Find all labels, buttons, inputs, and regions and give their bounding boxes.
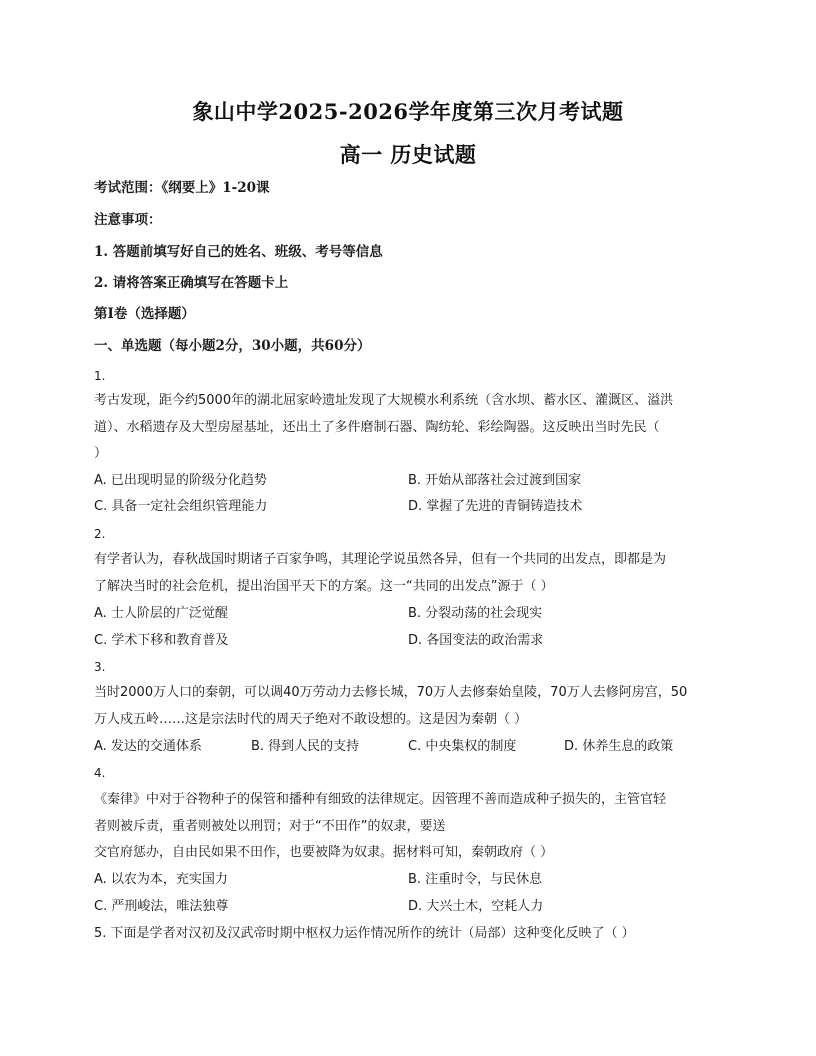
question-4-text-line: 者则被斥责，重者则被处以刑罚；对于“不田作”的奴隶，要送 <box>94 819 446 834</box>
section-heading: 一、单选题（每小题2分，30小题，共60分） <box>94 338 371 354</box>
question-3-text-line: 万人戍五岭……这是宗法时代的周天子绝对不敢设想的。这是因为秦朝（ ） <box>94 712 528 727</box>
question-4-option-a: A. 以农为本，充实国力 <box>94 872 228 887</box>
question-1-option-a: A. 已出现明显的阶级分化趋势 <box>94 473 267 488</box>
question-2-option-a: A. 士人阶层的广泛觉醒 <box>94 606 228 621</box>
exam-scope: 考试范围：《纲要上》1-20课 <box>94 180 270 196</box>
note-2: 2. 请将答案正确填写在答题卡上 <box>94 275 289 291</box>
question-1-text-line: ） <box>94 446 108 461</box>
question-4-option-c: C. 严刑峻法，唯法独尊 <box>94 899 229 914</box>
question-5-text-line: 5. 下面是学者对汉初及汉武帝时期中枢权力运作情况所作的统计（局部）这种变化反映了（ ） <box>94 926 635 941</box>
question-4-text-line: 《秦律》中对于谷物种子的保管和播种有细致的法律规定。因管理不善而造成种子损失的，主管官轻 <box>94 792 667 807</box>
part-heading: 第I卷（选择题） <box>94 306 195 322</box>
notes-title: 注意事项： <box>94 212 162 228</box>
question-2-option-d: D. 各国变法的政治需求 <box>408 633 544 648</box>
question-3-option-c: C. 中央集权的制度 <box>408 739 517 754</box>
question-4-number: 4. <box>94 766 106 780</box>
question-1-text-line: 考古发现，距今约5000年的湖北屈家岭遗址发现了大规模水利系统（含水坝、蓄水区、灌溉区、溢洪 <box>94 393 674 408</box>
note-1: 1. 答题前填写好自己的姓名、班级、考号等信息 <box>94 244 383 260</box>
question-2-text-line: 有学者认为，春秋战国时期诸子百家争鸣，其理论学说虽然各异，但有一个共同的出发点，即都是为 <box>94 552 667 567</box>
question-1-option-c: C. 具备一定社会组织管理能力 <box>94 499 268 514</box>
question-3-option-a: A. 发达的交通体系 <box>94 739 202 754</box>
question-3-text-line: 当时2000万人口的秦朝，可以调40万劳动力去修长城，70万人去修秦始皇陵，70万人去修阿房宫，50 <box>94 685 688 700</box>
exam-subtitle: 高一 历史试题 <box>339 142 477 167</box>
question-3-option-b: B. 得到人民的支持 <box>251 739 360 754</box>
question-3-number: 3. <box>94 660 106 674</box>
question-2-number: 2. <box>94 527 106 541</box>
question-4-option-d: D. 大兴土木，空耗人力 <box>408 899 544 914</box>
question-1-number: 1. <box>94 369 106 383</box>
question-2-text-line: 了解决当时的社会危机，提出治国平天下的方案。这一“共同的出发点”源于（ ） <box>94 579 554 594</box>
question-2-option-b: B. 分裂动荡的社会现实 <box>408 606 543 621</box>
question-1-option-b: B. 开始从部落社会过渡到国家 <box>408 473 582 488</box>
question-4-option-b: B. 注重时令，与民休息 <box>408 872 543 887</box>
question-1-option-d: D. 掌握了先进的青铜铸造技术 <box>408 499 583 514</box>
question-4-text-line: 交官府惩办，自由民如果不田作，也要被降为奴隶。据材料可知，秦朝政府（ ） <box>94 845 554 860</box>
question-1-text-line: 道）、水稻遗存及大型房屋基址，还出土了多件磨制石器、陶纺轮、彩绘陶器。这反映出当时先民（ <box>94 420 660 435</box>
question-2-option-c: C. 学术下移和教育普及 <box>94 633 229 648</box>
exam-title: 象山中学2025-2026学年度第三次月考试题 <box>192 99 624 124</box>
question-3-option-d: D. 休养生息的政策 <box>564 739 674 754</box>
